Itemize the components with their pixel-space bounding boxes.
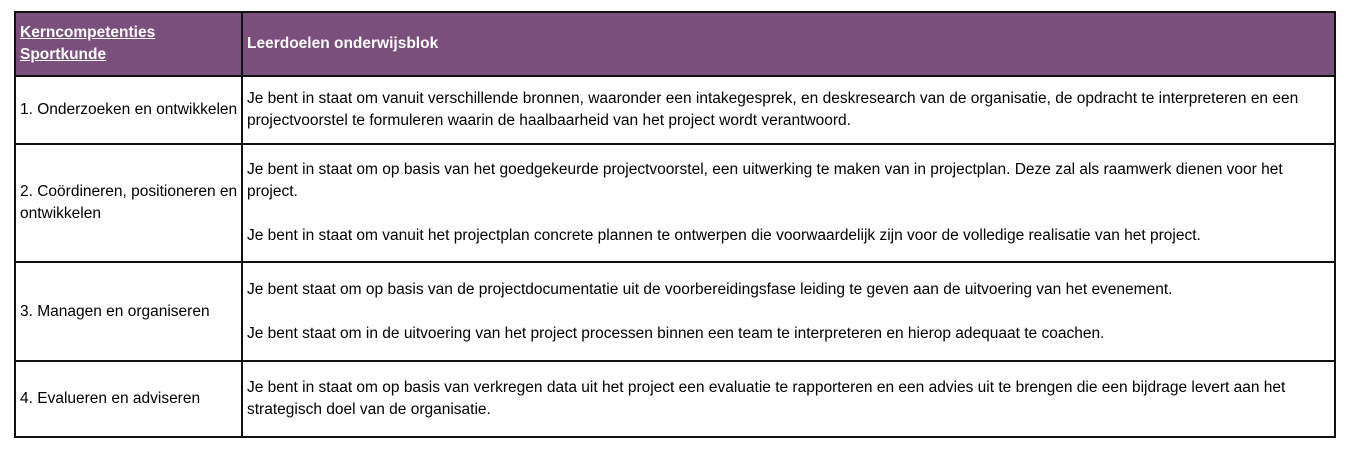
table-row [15, 262, 1335, 361]
competence-label: 2. Coördineren, positioneren en ontwikkelen [20, 183, 238, 222]
goals-cell [242, 76, 1335, 144]
competence-cell [15, 262, 242, 361]
table-row [15, 361, 1335, 437]
header-competencies [15, 12, 242, 76]
table-row [15, 144, 1335, 262]
goals-cell [242, 361, 1335, 437]
goals-cell [242, 262, 1335, 361]
goals-cell [242, 144, 1335, 262]
competence-cell [15, 76, 242, 144]
learning-goal: Je bent in staat om op basis van het goedgekeurde projectvoorstel, een uitwerking te maken van in projectplan. Deze zal als raamwerk dienen voor het project. [247, 161, 1283, 200]
learning-goal: Je bent staat om op basis van de projectdocumentatie uit de voorbereidingsfase leiding te geven aan de uitvoering van het evenement. [247, 280, 1173, 298]
header-competencies-line1: Kerncompetenties [20, 24, 156, 41]
competence-label: 4. Evalueren en adviseren [20, 390, 201, 407]
header-row [15, 12, 1335, 76]
learning-goals-table [14, 11, 1336, 438]
table-row [15, 76, 1335, 144]
learning-goal: Je bent in staat om vanuit het projectplan concrete plannen te ontwerpen die voorwaardelijk zijn voor de volledige realisatie van het project. [247, 227, 1201, 244]
competence-label: 3. Managen en organiseren [20, 302, 210, 320]
learning-goal: Je bent staat om in de uitvoering van het project processen binnen een team te interpreteren en hierop adequaat te coachen. [247, 324, 1105, 342]
competence-cell [15, 361, 242, 437]
competence-label: 1. Onderzoeken en ontwikkelen [20, 101, 238, 118]
learning-goal: Je bent in staat om vanuit verschillende bronnen, waaronder een intakegesprek, en deskresearch van de organisatie, de opdracht te interpreteren en een projectvoorstel te formuleren waarin de haalbaarheid van het project wordt verantwoord. [247, 90, 1299, 129]
learning-goal: Je bent in staat om op basis van verkregen data uit het project een evaluatie te rapporteren en een advies uit te brengen die een bijdrage levert aan het strategisch doel van de organisatie. [247, 379, 1286, 418]
competence-cell [15, 144, 242, 262]
header-competencies-line2: Sportkunde [20, 46, 107, 63]
header-learning-goals: Leerdoelen onderwijsblok [242, 12, 1335, 76]
